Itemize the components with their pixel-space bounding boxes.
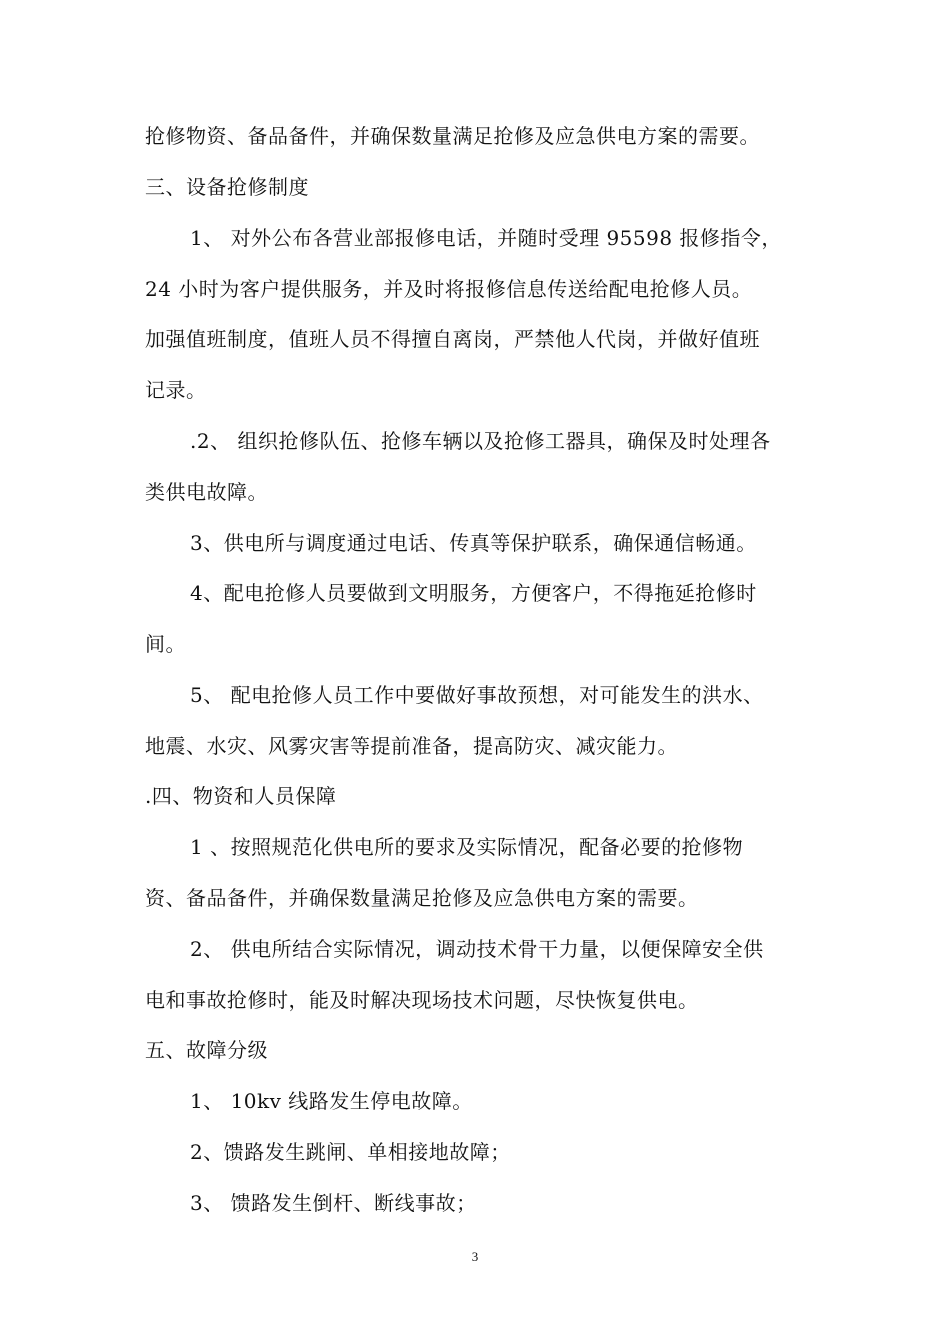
text-line: 记录。 bbox=[145, 378, 207, 402]
text-line: 1 、按照规范化供电所的要求及实际情况，配备必要的抢修物 bbox=[190, 835, 744, 859]
text-line: 3、 馈路发生倒杆、断线事故； bbox=[190, 1191, 477, 1215]
text-line: 4、配电抢修人员要做到文明服务，方便客户，不得拖延抢修时 bbox=[190, 581, 757, 605]
text-line: 2、馈路发生跳闸、单相接地故障； bbox=[190, 1140, 511, 1164]
text-line: 24 小时为客户提供服务，并及时将报修信息传送给配电抢修人员。 bbox=[145, 277, 753, 301]
text-line: 加强值班制度，值班人员不得擅自离岗，严禁他人代岗，并做好值班 bbox=[145, 327, 760, 351]
text-line: 5、 配电抢修人员工作中要做好事故预想，对可能发生的洪水、 bbox=[190, 683, 764, 707]
text-line: 电和事故抢修时，能及时解决现场技术问题，尽快恢复供电。 bbox=[145, 988, 699, 1012]
page-number: 3 bbox=[471, 1249, 479, 1264]
text-line: 2、 供电所结合实际情况，调动技术骨干力量，以便保障安全供 bbox=[190, 937, 764, 961]
section-heading: 五、故障分级 bbox=[145, 1038, 268, 1062]
section-heading: .四、物资和人员保障 bbox=[145, 784, 337, 808]
text-line: 1、 对外公布各营业部报修电话，并随时受理 95598 报修指令， bbox=[190, 226, 782, 250]
text-line: 地震、水灾、风雾灾害等提前准备，提高防灾、减灾能力。 bbox=[145, 734, 678, 758]
text-line: .2、 组织抢修队伍、抢修车辆以及抢修工器具，确保及时处理各 bbox=[190, 429, 771, 453]
text-line: 类供电故障。 bbox=[145, 480, 268, 504]
text-line: 资、备品备件，并确保数量满足抢修及应急供电方案的需要。 bbox=[145, 886, 699, 910]
text-line: 间。 bbox=[145, 632, 186, 656]
text-line: 抢修物资、备品备件，并确保数量满足抢修及应急供电方案的需要。 bbox=[145, 124, 760, 148]
section-heading: 三、设备抢修制度 bbox=[145, 175, 309, 199]
text-line: 3、供电所与调度通过电话、传真等保护联系，确保通信畅通。 bbox=[190, 531, 757, 555]
text-line: 1、 10kv 线路发生停电故障。 bbox=[190, 1089, 473, 1113]
